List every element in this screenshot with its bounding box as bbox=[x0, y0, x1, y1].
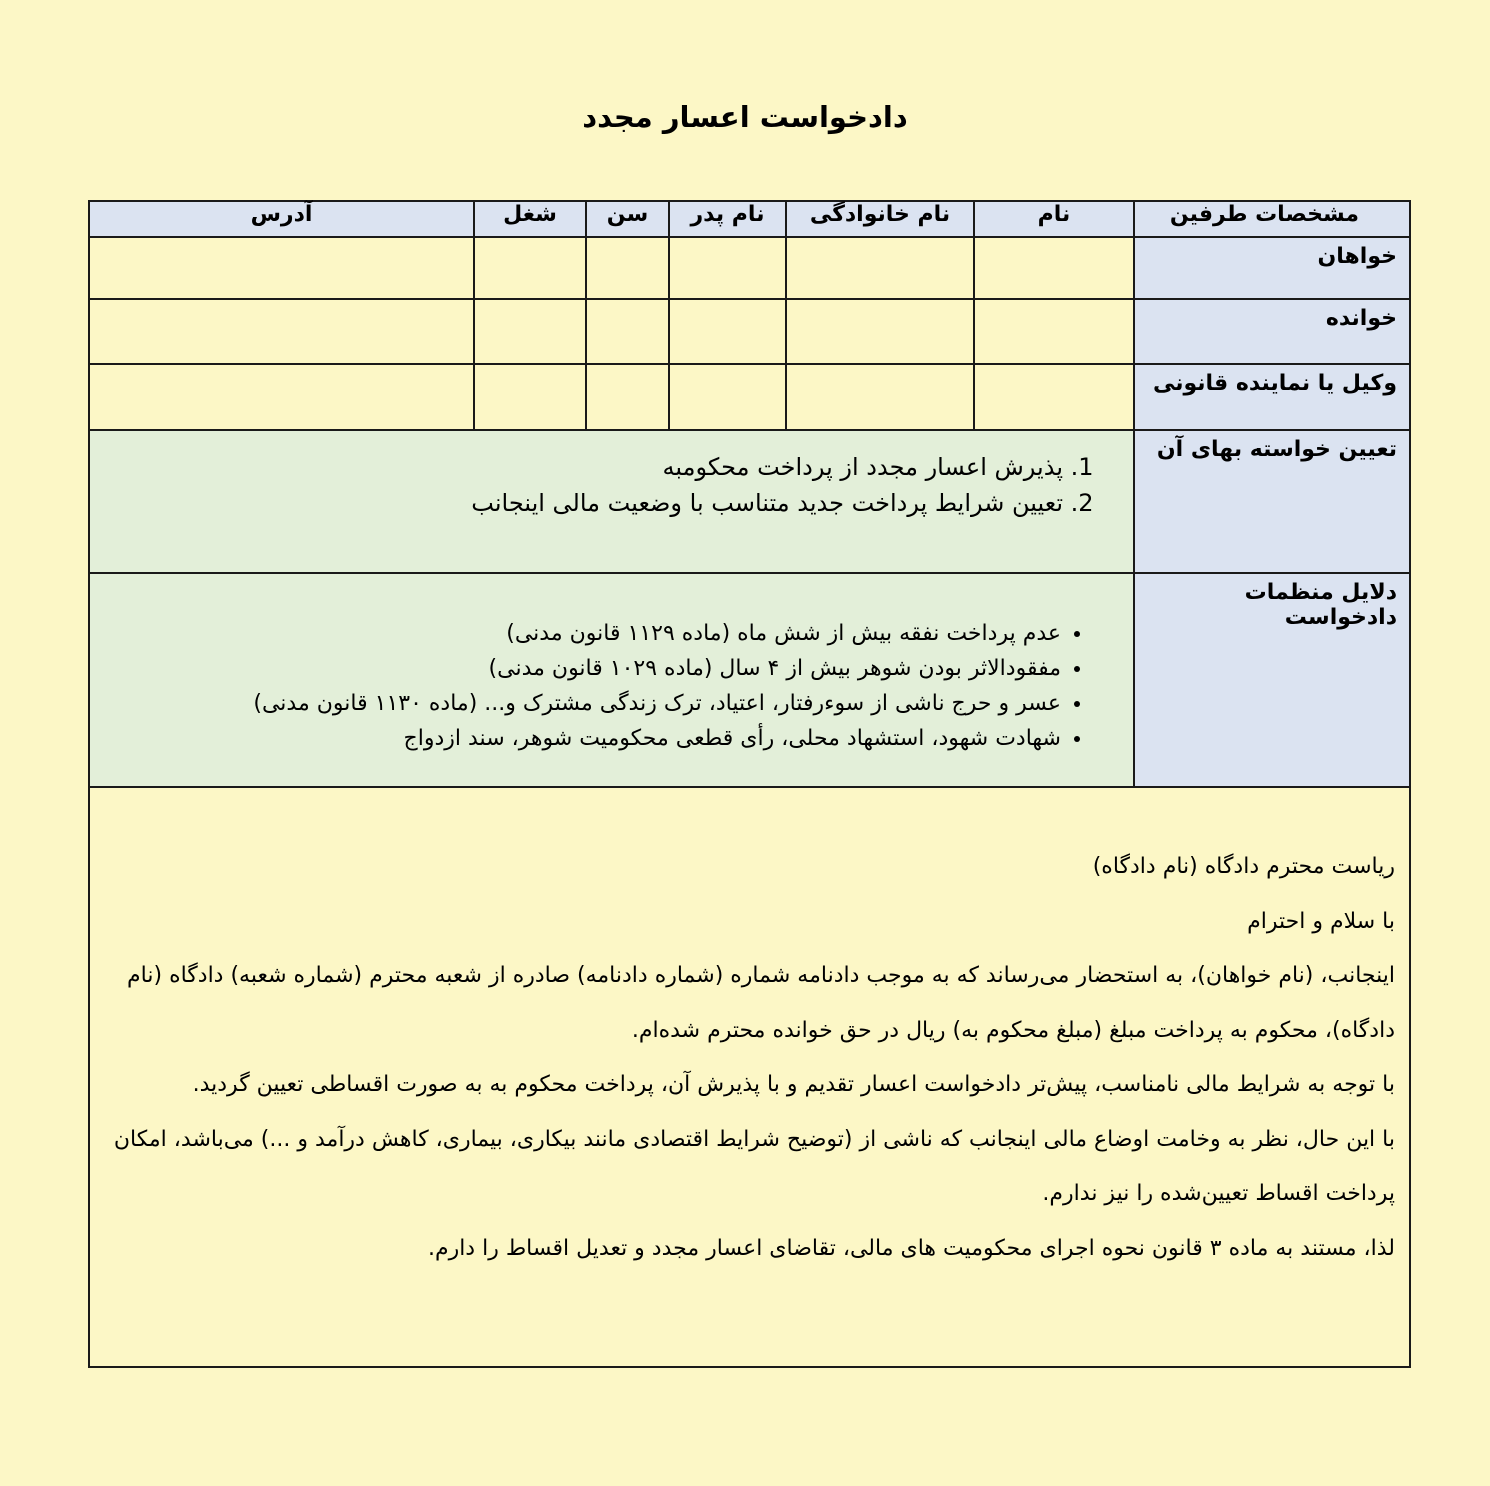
plaintiff-first-name-cell[interactable] bbox=[974, 237, 1134, 299]
plaintiff-address-cell[interactable] bbox=[89, 237, 474, 299]
plaintiff-father-name-cell[interactable] bbox=[669, 237, 786, 299]
letter-paragraph: با توجه به شرایط مالی نامناسب، پیش‌تر دادخواست اعسار تقدیم و با پذیرش آن، پرداخت محکوم به به صورت اقساطی تعیین گردید. bbox=[192, 1072, 1395, 1097]
header-row bbox=[89, 201, 1410, 237]
reason-item: • عدم پرداخت نفقه بیش از شش ماه (ماده ۱۱۲۹ قانون مدنی) bbox=[90, 616, 1061, 651]
header-occupation: شغل bbox=[474, 201, 586, 237]
reasons-row bbox=[89, 573, 1410, 787]
attorney-first-name-cell[interactable] bbox=[974, 364, 1134, 430]
request-item: 1. پذیرش اعسار مجدد از پرداخت محکومبه bbox=[90, 449, 1063, 485]
plaintiff-label: خواهان bbox=[1134, 237, 1410, 299]
reason-item: • شهادت شهود، استشهاد محلی، رأی قطعی محکومیت شوهر، سند ازدواج bbox=[90, 721, 1061, 756]
header-father-name: نام پدر bbox=[669, 201, 786, 237]
letter-paragraph: اینجانب، (نام خواهان)، به استحضار می‌رساند که به موجب دادنامه شماره (شماره دادنامه) صادره از شعبه محترم (شماره شعبه) دادگاه (نام دادگاه)، محکوم به پرداخت مبلغ (مبلغ محکوم به) ریال در حق خوانده محترم شده‌ام. bbox=[127, 963, 1395, 1043]
defendant-address-cell[interactable] bbox=[89, 299, 474, 364]
reason-item: • عسر و حرج ناشی از سوءرفتار، اعتیاد، ترک زندگی مشترک و... (ماده ۱۱۳۰ قانون مدنی) bbox=[90, 686, 1061, 721]
page-title: دادخواست اعسار مجدد bbox=[582, 100, 908, 134]
defendant-occupation-cell[interactable] bbox=[474, 299, 586, 364]
reasons-cell bbox=[89, 573, 1134, 787]
petition-table bbox=[88, 200, 1411, 1368]
attorney-label: وکیل یا نماینده قانونی bbox=[1134, 364, 1410, 430]
defendant-first-name-cell[interactable] bbox=[974, 299, 1134, 364]
letter-row bbox=[89, 787, 1410, 1367]
letter-paragraph: لذا، مستند به ماده ۳ قانون نحوه اجرای محکومیت های مالی، تقاضای اعسار مجدد و تعدیل اقساط را دارم. bbox=[427, 1235, 1395, 1261]
plaintiff-row bbox=[89, 237, 1410, 299]
requests-list bbox=[90, 431, 1133, 521]
attorney-last-name-cell[interactable] bbox=[786, 364, 974, 430]
reasons-label: دلایل منظمات دادخواست bbox=[1134, 573, 1410, 787]
requests-cell bbox=[89, 430, 1134, 573]
defendant-father-name-cell[interactable] bbox=[669, 299, 786, 364]
reason-item: • مفقودالاثر بودن شوهر بیش از ۴ سال (ماده ۱۰۲۹ قانون مدنی) bbox=[90, 651, 1061, 686]
header-last-name: نام خانوادگی bbox=[786, 201, 974, 237]
letter-salutation: ریاست محترم دادگاه (نام دادگاه) bbox=[1092, 854, 1395, 879]
requests-label: تعیین خواسته بهای آن bbox=[1134, 430, 1410, 573]
header-address: آدرس bbox=[89, 201, 474, 237]
defendant-label: خوانده bbox=[1134, 299, 1410, 364]
attorney-age-cell[interactable] bbox=[586, 364, 669, 430]
letter-paragraph: با این حال، نظر به وخامت اوضاع مالی اینجانب که ناشی از (توضیح شرایط اقتصادی مانند بیکاری، بیماری، کاهش درآمد و ...) می‌باشد، امکان پرداخت اقساط تعیین‌شده را نیز ندارم. bbox=[113, 1126, 1395, 1206]
attorney-row bbox=[89, 364, 1410, 430]
letter-body bbox=[89, 787, 1410, 1367]
attorney-father-name-cell[interactable] bbox=[669, 364, 786, 430]
letter-greeting: با سلام و احترام bbox=[1247, 908, 1395, 934]
request-item: 2. تعیین شرایط پرداخت جدید متناسب با وضعیت مالی اینجانب bbox=[90, 485, 1063, 521]
defendant-row bbox=[89, 299, 1410, 364]
header-parties: مشخصات طرفین bbox=[1134, 201, 1410, 237]
reasons-list bbox=[90, 574, 1133, 756]
plaintiff-age-cell[interactable] bbox=[586, 237, 669, 299]
plaintiff-last-name-cell[interactable] bbox=[786, 237, 974, 299]
requests-row bbox=[89, 430, 1410, 573]
attorney-occupation-cell[interactable] bbox=[474, 364, 586, 430]
plaintiff-occupation-cell[interactable] bbox=[474, 237, 586, 299]
header-first-name: نام bbox=[974, 201, 1134, 237]
defendant-age-cell[interactable] bbox=[586, 299, 669, 364]
attorney-address-cell[interactable] bbox=[89, 364, 474, 430]
defendant-last-name-cell[interactable] bbox=[786, 299, 974, 364]
header-age: سن bbox=[586, 201, 669, 237]
